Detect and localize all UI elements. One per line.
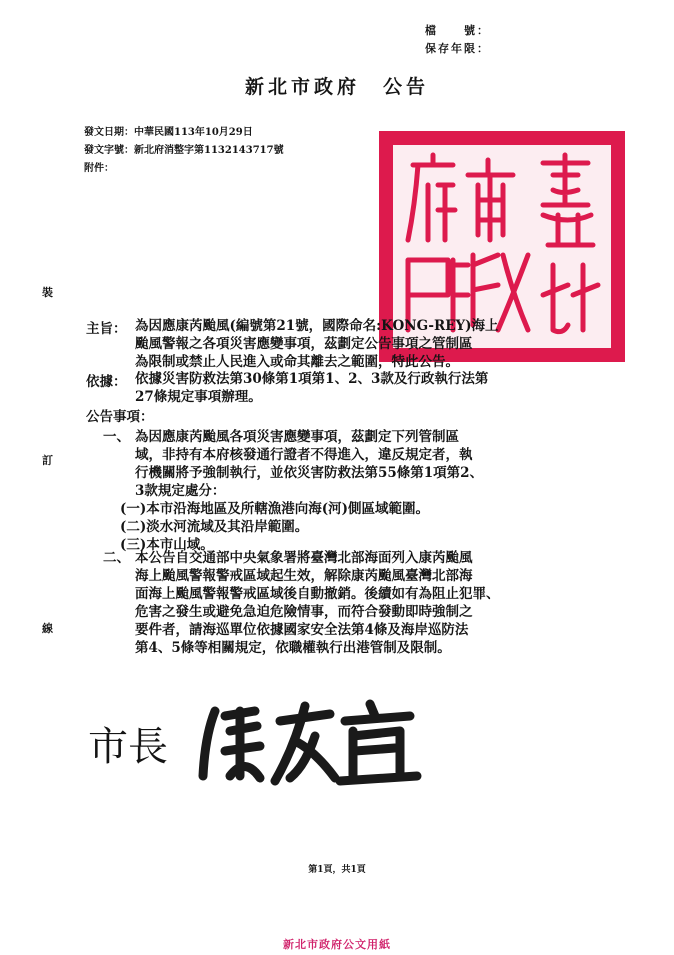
signature-title: 市長	[88, 724, 168, 770]
binding-mark-line: 線	[42, 622, 53, 635]
mayor-signature	[195, 696, 425, 790]
notice-item-1-line: 為因應康芮颱風各項災害應變事項，茲劃定下列管制區	[135, 429, 459, 445]
notice-item-1-line: 3款規定處分：	[135, 483, 226, 499]
page-number: 第1頁，共1頁	[308, 865, 366, 875]
issue-date: 發文日期：中華民國113年10月29日	[84, 127, 253, 138]
sub-item-river: (二)淡水河流域及其沿岸範圍。	[120, 519, 309, 535]
notice-item-2-line: 危害之發生或避免急迫危險情事，而符合發動即時強制之	[135, 604, 473, 620]
attachment-label: 附件：	[84, 163, 114, 174]
subject-text	[135, 317, 499, 371]
subject-line: 為限制或禁止人民進入或命其離去之範圍，特此公告。	[135, 354, 459, 370]
binding-mark-bind: 裝	[42, 286, 53, 299]
document-number: 發文字號：新北府消整字第1132143717號	[84, 145, 284, 156]
notice-item-2	[135, 549, 500, 657]
basis-line: 27條規定事項辦理。	[135, 389, 262, 405]
notice-item-2-line: 本公告自交通部中央氣象署將臺灣北部海面列入康芮颱風	[135, 550, 473, 566]
sub-item-mountain: (三)本市山域。	[120, 537, 214, 553]
notice-item-1	[135, 428, 483, 500]
subject-line: 為因應康芮颱風(編號第21號，國際命名:KONG-REY)海上	[135, 318, 499, 334]
notice-item-1-subitems	[120, 500, 429, 554]
notice-item-2-line: 海上颱風警報警戒區域起生效，解除康芮颱風臺灣北部海	[135, 568, 473, 584]
handwritten-signature-icon	[195, 696, 425, 786]
archive-retention-label: 保存年限：	[425, 42, 490, 55]
subject-label: 主旨：	[86, 321, 127, 337]
notice-item-1-line: 行機關將予強制執行，並依災害防救法第55條第1項第2、	[135, 465, 484, 481]
basis-text	[135, 370, 488, 406]
notice-item-2-line: 第4、5條等相關規定，依職權執行出港管制及限制。	[135, 640, 451, 656]
notice-item-1-marker: 一、	[103, 429, 130, 445]
basis-label: 依據：	[86, 374, 127, 390]
notice-item-2-marker: 二、	[103, 550, 130, 566]
sub-item-coastal: (一)本市沿海地區及所轄漁港向海(河)側區域範圍。	[120, 501, 430, 517]
binding-mark-staple: 訂	[42, 454, 53, 467]
page-title: 新北市政府 公告	[244, 76, 429, 98]
archive-file-no-label: 檔 號：	[425, 24, 490, 37]
basis-line: 依據災害防救法第30條第1項第1、2、3款及行政執行法第	[135, 371, 489, 387]
notice-item-2-line: 要件者，請海巡單位依據國家安全法第4條及海岸巡防法	[135, 622, 469, 638]
notice-item-1-line: 域，非持有本府核發通行證者不得進入，違反規定者，執	[135, 447, 473, 463]
stationery-brand: 新北市政府公文用紙	[283, 938, 391, 951]
notice-heading: 公告事項：	[86, 409, 154, 425]
subject-line: 颱風警報之各項災害應變事項，茲劃定公告事項之管制區	[135, 336, 473, 352]
notice-item-2-line: 面海上颱風警報警戒區域後自動撤銷。後續如有為阻止犯罪、	[135, 586, 500, 602]
